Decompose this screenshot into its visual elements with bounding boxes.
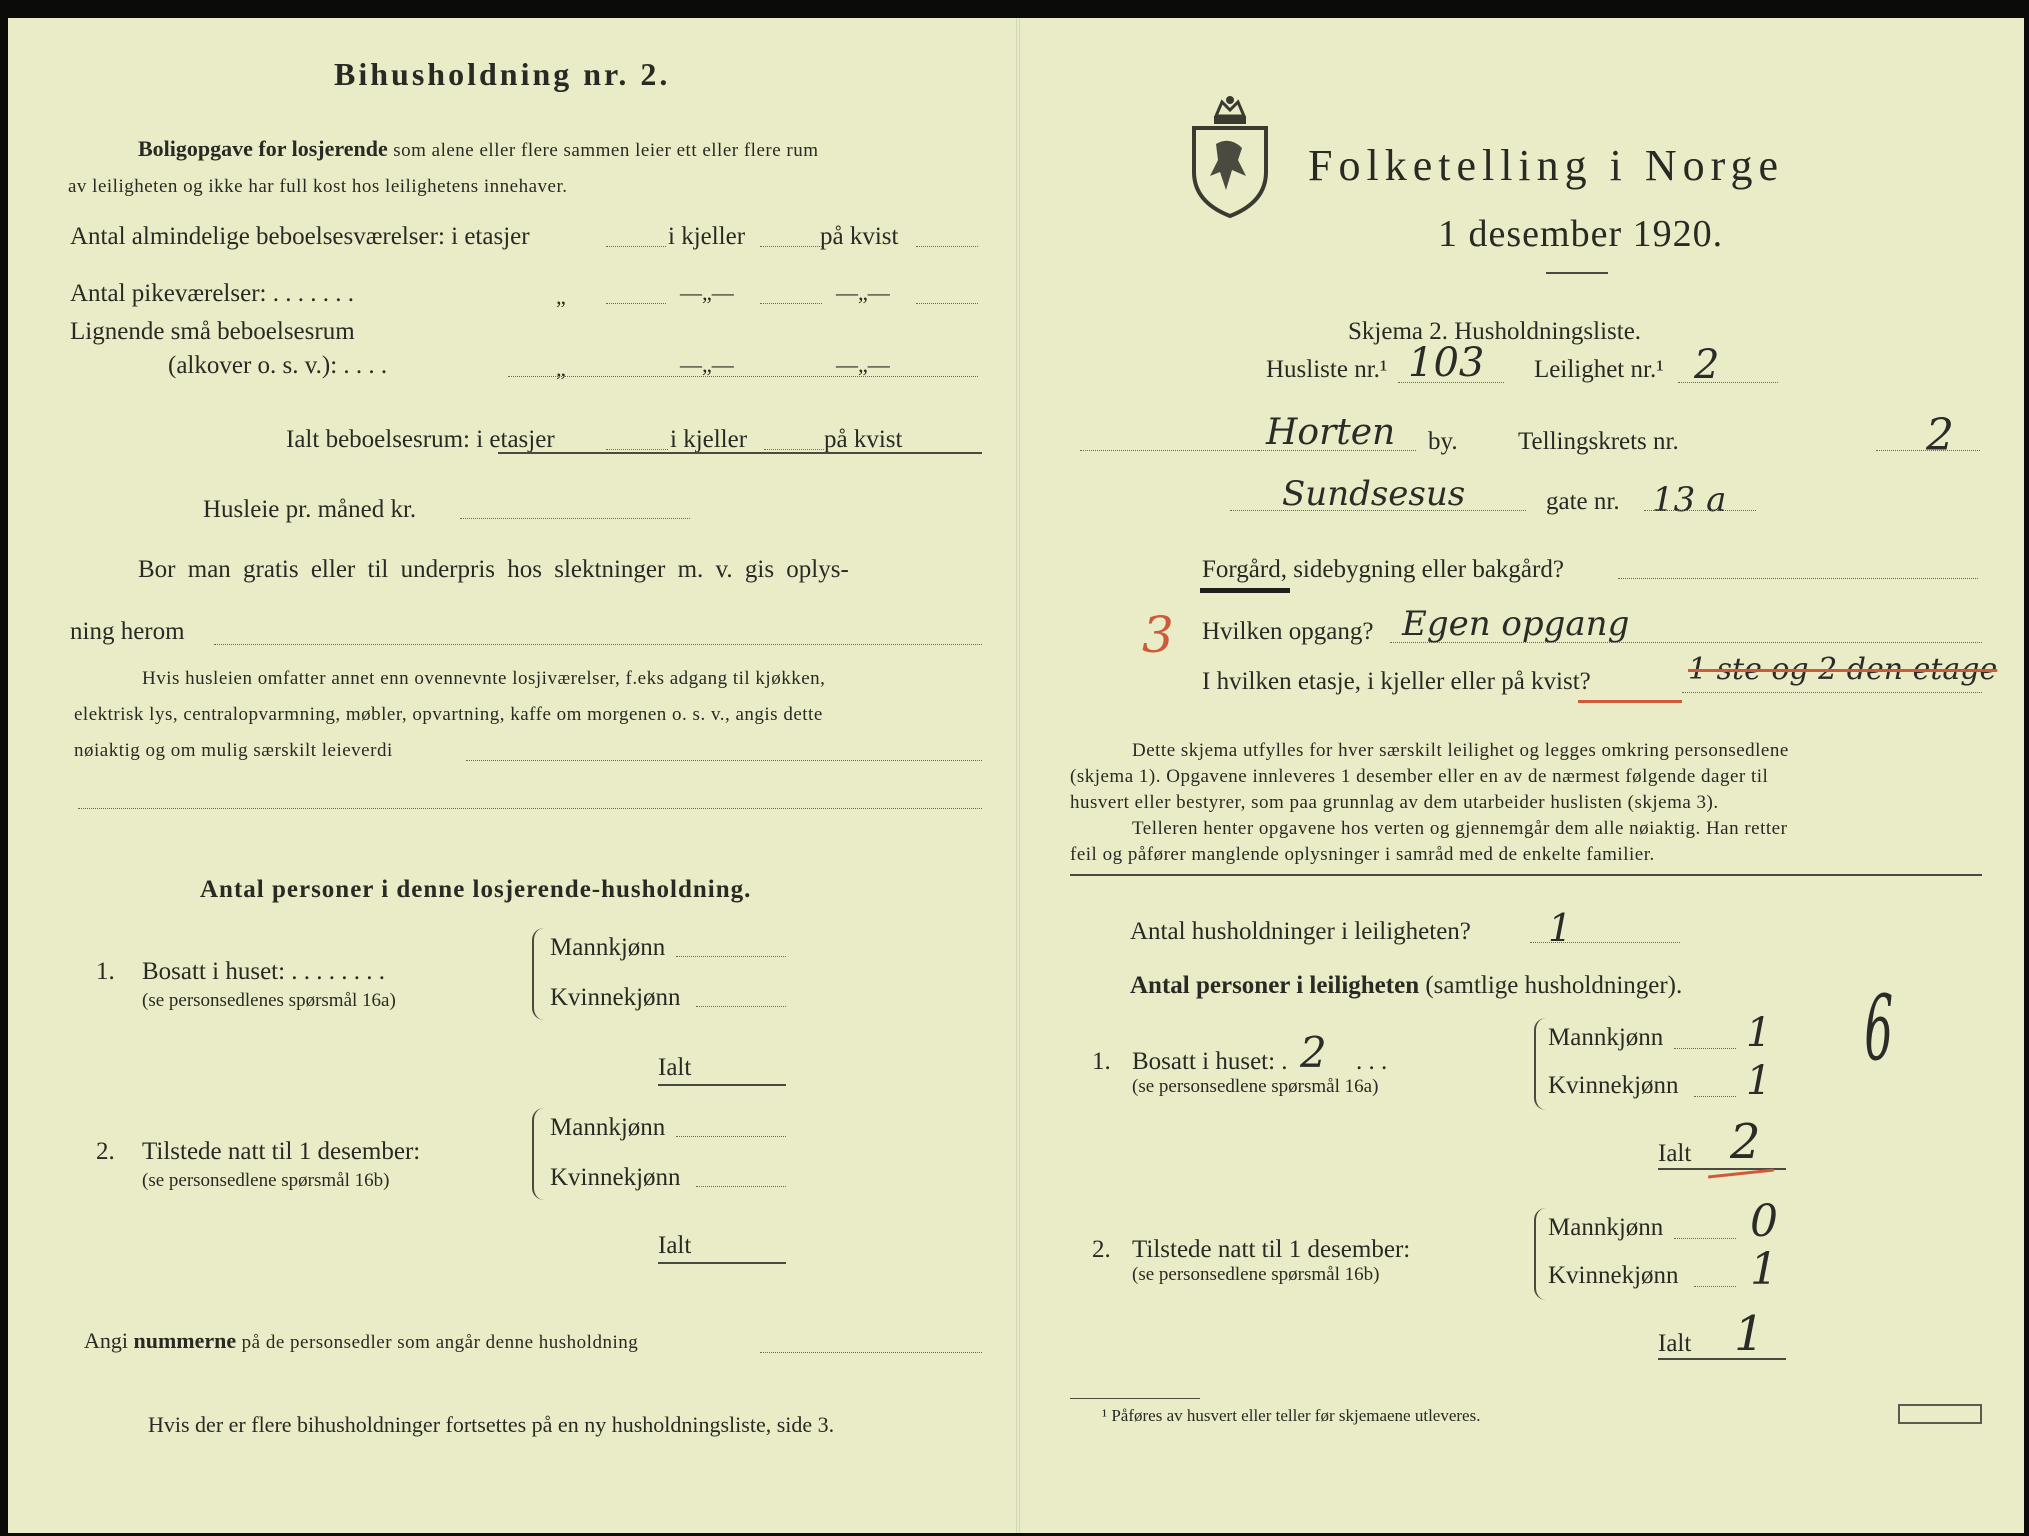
pers-bold: Antal personer i leiligheten bbox=[1130, 972, 1420, 999]
hush-label: Antal husholdninger i leiligheten? bbox=[1130, 918, 1471, 945]
r-q2-kvinne-label: Kvinnekjønn bbox=[1548, 1262, 1679, 1289]
r-q1-sub: (se personsedlene spørsmål 16a) bbox=[1132, 1076, 1379, 1097]
instr-line2: (skjema 1). Opgavene innleveres 1 desember eller en av de nærmest følgende dager til bbox=[1070, 766, 1769, 787]
r-q1-dots: . . . bbox=[1356, 1048, 1388, 1075]
angi-pre: Angi bbox=[84, 1328, 128, 1353]
intro-rest: som alene eller flere sammen leier ett eller flere rum bbox=[393, 140, 819, 161]
husliste-value: 103 bbox=[1408, 340, 1485, 386]
r-q2-mann-label: Mannkjønn bbox=[1548, 1214, 1664, 1241]
r-q1-ialt-value: 2 bbox=[1730, 1114, 1761, 1170]
gate-nr-value: 13 a bbox=[1652, 480, 1727, 520]
instr-line5: feil og påfører manglende oplysninger i samråd med de enkelte familier. bbox=[1070, 844, 1655, 865]
etasje-pre: I hvilken etasje, i kjeller eller bbox=[1202, 668, 1495, 695]
ialt-kvist: på kvist bbox=[824, 426, 903, 453]
r-q1-handwritten: 2 bbox=[1300, 1028, 1327, 1077]
rooms-kjeller: i kjeller bbox=[668, 223, 746, 250]
q2-sub: (se personsedlene spørsmål 16b) bbox=[142, 1170, 390, 1191]
q1-ialt-label: Ialt bbox=[658, 1054, 692, 1081]
lignende-dash2: —„— bbox=[836, 352, 890, 377]
left-title: Bihusholdning nr. 2. bbox=[334, 56, 671, 92]
r-q1-label: Bosatt i huset: . bbox=[1132, 1048, 1288, 1075]
census-sheet bbox=[8, 18, 2024, 1533]
instr-line1: Dette skjema utfylles for hver særskilt leilighet og legges omkring personsedlene bbox=[1132, 740, 1789, 761]
coat-of-arms-icon bbox=[1186, 94, 1274, 220]
r-q2-ialt-value: 1 bbox=[1734, 1306, 1765, 1362]
r-q2-num: 2. bbox=[1092, 1236, 1111, 1263]
rooms-label: Antal almindelige beboelsesværelser: i etasjer bbox=[70, 223, 530, 250]
r-q2-kvinne-value: 1 bbox=[1750, 1244, 1778, 1295]
instr-line3: husvert eller bestyrer, som paa grunnlag av dem utarbeider huslisten (skjema 3). bbox=[1070, 792, 1719, 813]
right-title: Folketelling i Norge bbox=[1308, 141, 1785, 190]
krets-label: Tellingskrets nr. bbox=[1518, 428, 1679, 455]
r-q2-mann-value: 0 bbox=[1750, 1196, 1778, 1247]
footnote: ¹ Påføres av husvert eller teller før skjemaene utleveres. bbox=[1102, 1406, 1481, 1425]
margin-total: 6 bbox=[1864, 976, 1893, 1081]
leilighet-value: 2 bbox=[1694, 342, 1720, 388]
r-q1-kvinne-label: Kvinnekjønn bbox=[1548, 1072, 1679, 1099]
r-q1-ialt-label: Ialt bbox=[1658, 1140, 1692, 1167]
gratis-line1: Bor man gratis eller til underpris hos slektninger m. v. gis oplys- bbox=[138, 556, 849, 583]
etasje-kvist: kvist? bbox=[1531, 668, 1591, 695]
q1-mann-label: Mannkjønn bbox=[550, 934, 666, 961]
angi-rest: på de personsedler som angår denne husholdning bbox=[241, 1332, 639, 1353]
instr-line4: Telleren henter opgavene hos verten og gjennemgår dem alle nøiaktig. Han retter bbox=[1132, 818, 1788, 839]
omfatter-line1: Hvis husleien omfatter annet enn ovennevnte losjiværelser, f.eks adgang til kjøkken, bbox=[142, 668, 826, 689]
r-q2-label: Tilstede natt til 1 desember: bbox=[1132, 1236, 1411, 1263]
r-q1-num: 1. bbox=[1092, 1048, 1111, 1075]
printer-stamp bbox=[1898, 1404, 1982, 1424]
gate-value: Sundsesus bbox=[1282, 474, 1466, 514]
left-page bbox=[8, 18, 1018, 1533]
lignende-dash1: —„— bbox=[680, 352, 734, 377]
omfatter-line2: elektrisk lys, centralopvarmning, møbler, opvartning, kaffe om morgenen o. s. v., angis dette bbox=[74, 704, 823, 725]
r-q1-mann-value: 1 bbox=[1746, 1010, 1772, 1056]
intro-bold: Boligopgave for losjerende bbox=[138, 136, 388, 161]
lignende-line1: Lignende små beboelsesrum bbox=[70, 318, 355, 345]
skjema-label: Skjema 2. Husholdningsliste. bbox=[1348, 318, 1642, 345]
ialt-rooms-label: Ialt beboelsesrum: i etasjer bbox=[286, 426, 555, 453]
q1-label: Bosatt i huset: . . . . . . . . bbox=[142, 958, 386, 985]
etasje-pa: på bbox=[1501, 668, 1525, 695]
hush-value: 1 bbox=[1548, 906, 1573, 950]
r-q1-kvinne-value: 1 bbox=[1746, 1058, 1772, 1104]
antal-heading: Antal personer i denne losjerende-husholdning. bbox=[200, 876, 752, 903]
right-page bbox=[1018, 18, 2024, 1533]
pers-rest: (samtlige husholdninger). bbox=[1425, 972, 1683, 999]
forgard-label: Forgård, bbox=[1202, 556, 1287, 583]
intro-line2: av leiligheten og ikke har full kost hos leilighetens innehaver. bbox=[68, 176, 568, 197]
gate-label: gate nr. bbox=[1546, 488, 1620, 515]
forgard-rest: sidebygning eller bakgård? bbox=[1293, 556, 1564, 583]
etasje-value: 1 ste og 2 den etage bbox=[1688, 652, 1998, 687]
husliste-label: Husliste nr.¹ bbox=[1266, 356, 1388, 383]
ialt-kjeller: i kjeller bbox=[670, 426, 748, 453]
lignende-line2: (alkover o. s. v.): . . . . bbox=[168, 352, 388, 379]
pike-dash1: —„— bbox=[680, 280, 734, 305]
opgang-label: Hvilken opgang? bbox=[1202, 618, 1374, 645]
q1-sub: (se personsedlenes spørsmål 16a) bbox=[142, 990, 396, 1011]
by-value: Horten bbox=[1266, 412, 1396, 453]
krets-value: 2 bbox=[1926, 410, 1954, 461]
pike-ditto: „ bbox=[556, 284, 566, 309]
left-footer: Hvis der er flere bihusholdninger fortsettes på en ny husholdningsliste, side 3. bbox=[148, 1412, 835, 1437]
lignende-ditto: „ bbox=[556, 356, 566, 381]
pike-label: Antal pikeværelser: . . . . . . . bbox=[70, 280, 354, 307]
opgang-value: Egen opgang bbox=[1402, 604, 1630, 644]
r-q2-ialt-label: Ialt bbox=[1658, 1330, 1692, 1357]
omfatter-line3: nøiaktig og om mulig særskilt leieverdi bbox=[74, 740, 393, 761]
q2-ialt-label: Ialt bbox=[658, 1232, 692, 1259]
margin-mark: 3 bbox=[1142, 606, 1174, 664]
q1-num: 1. bbox=[96, 958, 115, 985]
angi-bold: nummerne bbox=[133, 1328, 237, 1353]
r-q1-mann-label: Mannkjønn bbox=[1548, 1024, 1664, 1051]
rooms-kvist: på kvist bbox=[820, 223, 899, 250]
by-label: by. bbox=[1428, 428, 1458, 455]
census-date: 1 desember 1920. bbox=[1438, 213, 1724, 255]
husleie-label: Husleie pr. måned kr. bbox=[203, 496, 417, 523]
q2-mann-label: Mannkjønn bbox=[550, 1114, 666, 1141]
r-q2-sub: (se personsedlene spørsmål 16b) bbox=[1132, 1264, 1380, 1285]
q2-kvinne-label: Kvinnekjønn bbox=[550, 1164, 681, 1191]
q2-num: 2. bbox=[96, 1138, 115, 1165]
leilighet-label: Leilighet nr.¹ bbox=[1534, 356, 1664, 383]
q1-kvinne-label: Kvinnekjønn bbox=[550, 984, 681, 1011]
pike-dash2: —„— bbox=[836, 280, 890, 305]
q2-label: Tilstede natt til 1 desember: bbox=[142, 1138, 421, 1165]
gratis-line2: ning herom bbox=[70, 618, 185, 645]
